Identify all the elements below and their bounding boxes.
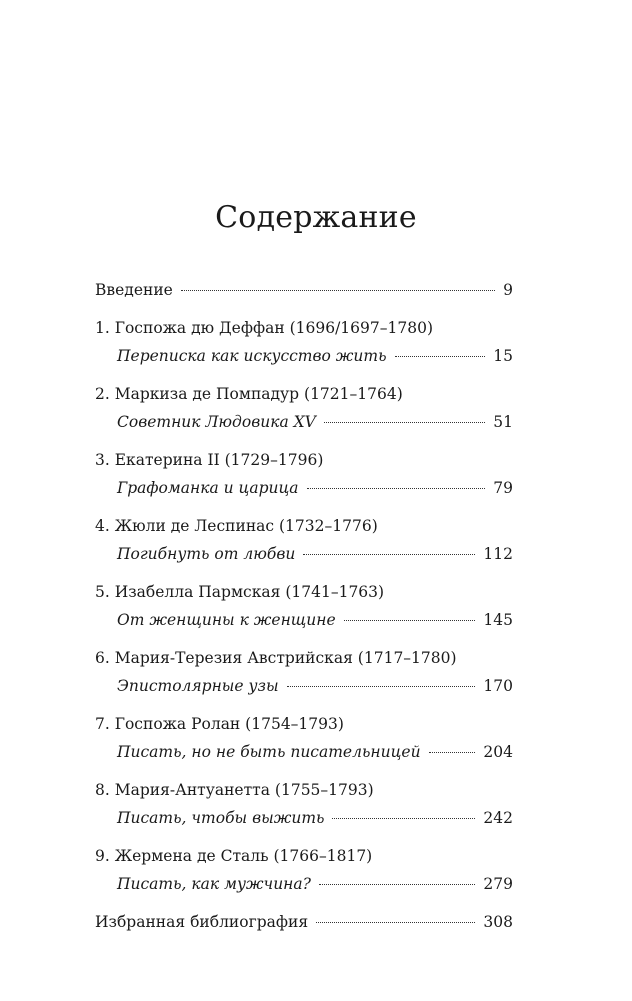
table-of-contents <box>95 281 513 951</box>
toc-chapter-heading: 5. Изабелла Пармская (1741–1763) <box>95 583 385 601</box>
toc-entry-chapter-1[interactable] <box>95 319 513 366</box>
dot-leader <box>287 686 476 687</box>
toc-chapter-heading: 3. Екатерина II (1729–1796) <box>95 451 324 469</box>
dot-leader <box>319 884 475 885</box>
dot-leader <box>316 922 475 923</box>
toc-chapter-subtitle: От женщины к женщине <box>117 611 336 629</box>
toc-chapter-subtitle: Советник Людовика XV <box>117 413 316 431</box>
toc-entry-chapter-7[interactable] <box>95 715 513 762</box>
dot-leader <box>324 422 485 423</box>
toc-entry-chapter-2[interactable] <box>95 385 513 432</box>
toc-chapter-heading: 2. Маркиза де Помпадур (1721–1764) <box>95 385 403 403</box>
toc-chapter-heading: 7. Госпожа Ролан (1754–1793) <box>95 715 344 733</box>
toc-page-number: 242 <box>483 809 513 827</box>
toc-entry-title: Введение <box>95 281 173 299</box>
toc-chapter-heading: 1. Госпожа дю Деффан (1696/1697–1780) <box>95 319 433 337</box>
dot-leader <box>303 554 475 555</box>
toc-chapter-subtitle: Писать, как мужчина? <box>117 875 311 893</box>
toc-entry-bibliography[interactable] <box>95 913 513 932</box>
toc-chapter-subtitle: Писать, но не быть писательницей <box>117 743 421 761</box>
toc-entry-introduction[interactable] <box>95 281 513 300</box>
toc-entry-chapter-8[interactable] <box>95 781 513 828</box>
dot-leader <box>332 818 475 819</box>
dot-leader <box>395 356 486 357</box>
toc-chapter-subtitle: Погибнуть от любви <box>117 545 296 563</box>
toc-page-number: 51 <box>493 413 513 431</box>
toc-page-number: 170 <box>483 677 513 695</box>
dot-leader <box>181 290 495 291</box>
toc-page-number: 112 <box>483 545 513 563</box>
toc-chapter-heading: 9. Жермена де Сталь (1766–1817) <box>95 847 373 865</box>
page-title: Содержание <box>215 200 417 235</box>
toc-entry-chapter-6[interactable] <box>95 649 513 696</box>
dot-leader <box>429 752 476 753</box>
toc-page-number: 15 <box>493 347 513 365</box>
toc-chapter-heading: 6. Мария-Терезия Австрийская (1717–1780) <box>95 649 457 667</box>
toc-entry-chapter-9[interactable] <box>95 847 513 894</box>
toc-entry-chapter-4[interactable] <box>95 517 513 564</box>
toc-chapter-heading: 4. Жюли де Леспинас (1732–1776) <box>95 517 378 535</box>
toc-entry-chapter-3[interactable] <box>95 451 513 498</box>
toc-chapter-subtitle: Графоманка и царица <box>117 479 299 497</box>
toc-chapter-subtitle: Писать, чтобы выжить <box>117 809 325 827</box>
toc-entry-title: Избранная библиография <box>95 913 309 931</box>
toc-page-number: 204 <box>483 743 513 761</box>
toc-page-number: 145 <box>483 611 513 629</box>
dot-leader <box>307 488 486 489</box>
toc-page-number: 9 <box>503 281 513 299</box>
toc-page-number: 308 <box>483 913 513 931</box>
toc-page-number: 279 <box>483 875 513 893</box>
toc-entry-chapter-5[interactable] <box>95 583 513 630</box>
toc-chapter-heading: 8. Мария-Антуанетта (1755–1793) <box>95 781 374 799</box>
toc-page-number: 79 <box>493 479 513 497</box>
dot-leader <box>344 620 476 621</box>
toc-chapter-subtitle: Переписка как искусство жить <box>117 347 387 365</box>
toc-chapter-subtitle: Эпистолярные узы <box>117 677 279 695</box>
